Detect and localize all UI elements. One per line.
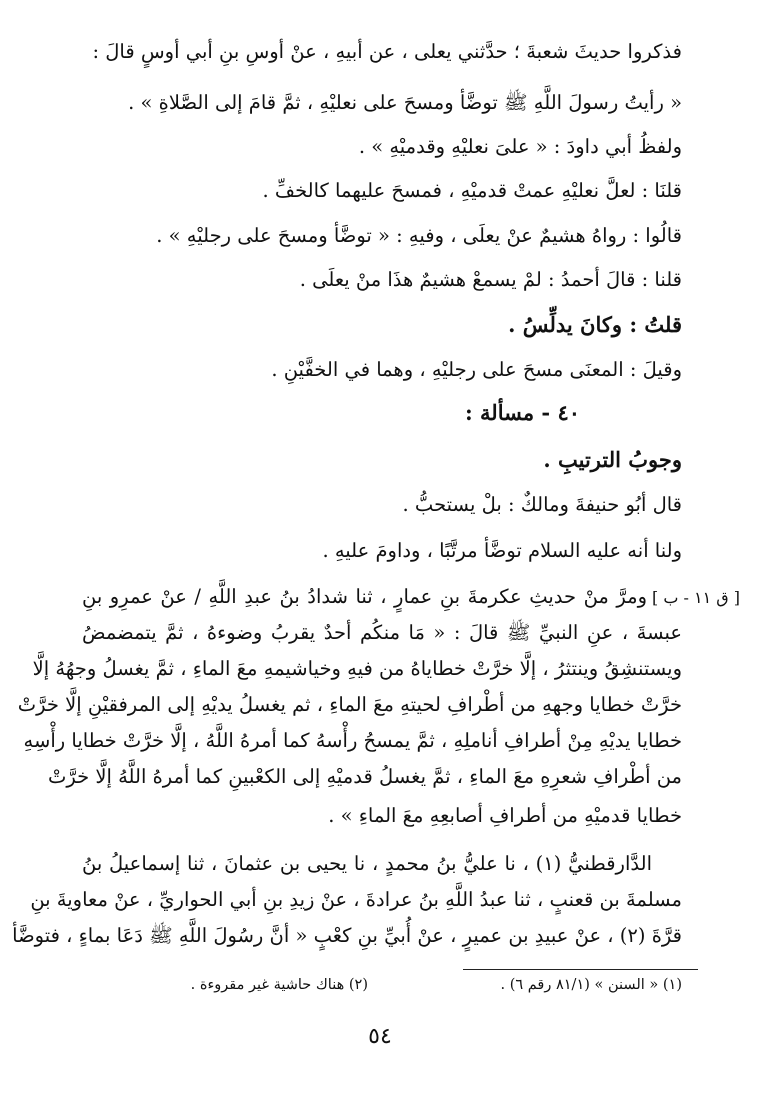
text-line-2: « رأيتُ رسولَ اللَّهِ ﷺ توضَّأ ومسحَ على نعليْهِ ، ثمَّ قامَ إلى الصَّلاةِ » . <box>128 91 682 114</box>
text-line-13: ومرَّ منْ حديثِ عكرمةَ بنِ عمارٍ ، ثنا شدادُ بنُ عبدِ اللَّهِ / عنْ عمرِو بنِ <box>82 585 647 608</box>
footnote-2: (٢) هناك حاشية غير مقروءة . <box>190 977 368 993</box>
text-line-19: خطايا قدميْهِ من أطرافِ أصابعِهِ معَ الماءِ » . <box>328 804 682 827</box>
text-line-11: قال أبُو حنيفةَ ومالكٌ : بلْ يستحبُّ . <box>402 493 682 516</box>
text-line-3: ولفظُ أبي داودَ : « علىَ نعليْهِ وقدميْهِ » . <box>358 135 682 158</box>
text-line-17: خطايا يديْهِ مِنْ أطرافِ أناملِهِ ، ثمَّ يمسحُ رأْسهُ كما أمرهُ اللَّهُ ، إلَّا خرَّتْ خطايا رأْسِهِ <box>23 729 682 752</box>
text-line-1: فذكروا حديثَ شعبةَ ؛ حدَّثني يعلى ، عن أبيهِ ، عنْ أوسِ بنِ أبي أوسٍ قالَ : <box>92 40 682 63</box>
footnote-separator <box>463 969 698 970</box>
text-line-8: وقيلَ : المعنَى مسحَ على رجليْهِ ، وهما في الخفَّيْنِ . <box>271 358 682 381</box>
footnote-1: (١) « السنن » (٨١/١ رقم ٦) . <box>500 977 682 993</box>
manuscript-folio-note: [ ق ١١ - ب ] <box>652 588 740 607</box>
text-line-20: الدَّارقطنيُّ (١) ، نا عليُّ بنُ محمدٍ ، نا يحيى بن عثمانَ ، ثنا إسماعيلُ بنُ <box>82 852 652 875</box>
text-line-4: قلنَا : لعلَّ نعليْهِ عمتْ قدميْهِ ، فمسحَ عليهما كالخفِّ . <box>262 179 682 202</box>
section-heading: ٤٠ - مسألة : <box>464 400 580 425</box>
section-subtitle: وجوبُ الترتيبِ . <box>543 447 682 472</box>
text-line-12: ولنا أنه عليه السلام توضَّأ مرتَّبًا ، وداومَ عليهِ . <box>322 539 682 562</box>
text-line-5: قالُوا : رواهُ هشيمٌ عنْ يعلَى ، وفيهِ : « توضَّأ ومسحَ على رجليْهِ » . <box>156 224 682 247</box>
text-line-22: قرَّةَ (٢) ، عنْ عبيدِ بن عميرٍ ، عنْ أُبيِّ بنِ كعْبٍ « أنَّ رسُولَ اللَّهِ ﷺ دَعَا بماءٍ ، فتوضَّأ <box>12 924 682 947</box>
text-line-16: خرَّتْ خطايا وجههِ من أطْرافِ لحيتهِ معَ الماءِ ، ثم يغسلُ يديْهِ إلى المرفقيْنِ إلَّا خرَّتْ <box>17 693 682 716</box>
text-line-14: عبسةَ ، عنِ النبيِّ ﷺ قالَ : « مَا منكُم أحدٌ يقربُ وضوءهُ ، ثمَّ يتمضمضُ <box>82 621 682 644</box>
text-line-18: من أطْرافِ شعرِهِ معَ الماءِ ، ثمَّ يغسلُ قدميْهِ إلى الكعْبينِ كما أمرهُ اللَّهُ إلَّا خرَّتْ <box>48 765 682 788</box>
text-line-15: ويستنشِقُ وينتثرُ ، إلَّا خرَّتْ خطاياهُ من فيهِ وخياشيمهِ معَ الماءِ ، ثمَّ يغسلُ وجهُهُ إلَّا <box>32 657 682 680</box>
text-line-6: قلنا : قالَ أحمدُ : لمْ يسمعْ هشيمٌ هذَا منْ يعلَى . <box>299 268 682 291</box>
page-number: ٥٤ <box>368 1024 392 1049</box>
text-line-7-bold: قلتُ : وكانَ يدلِّسُ . <box>508 312 682 337</box>
text-line-21: مسلمةَ بن قعنبٍ ، ثنا عبدُ اللَّهِ بنُ عرادةَ ، عنْ زيدِ بنِ أبي الحواريِّ ، عنْ معاويةَ بنِ <box>30 888 682 911</box>
